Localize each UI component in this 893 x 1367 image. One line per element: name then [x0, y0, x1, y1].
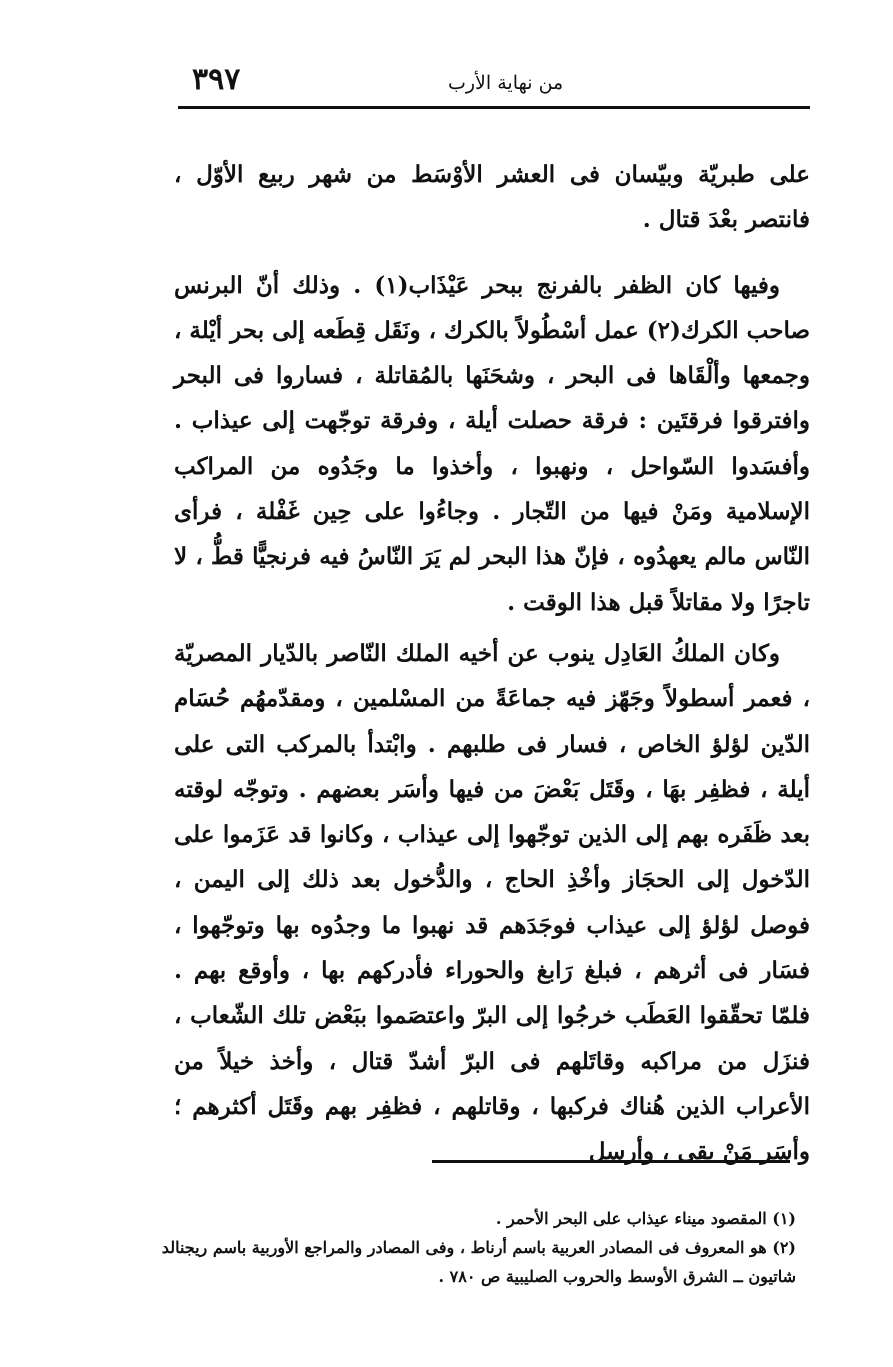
- footnote-2: (٢) هو المعروف فى المصادر العربية باسم أرناط ، وفى المصادر والمراجع الأوربية باسم ريجنالد شاتيون ــ الشرق الأوسط والحروب الصليبية ص ٧٨٠ .: [161, 1238, 796, 1286]
- page-number: ٣٩٧: [192, 62, 241, 97]
- paragraph-1: على طبريّة وبيّسان فى العشر الأوْسَط من شهر ربيع الأوّل ، فانتصر بعْدَ قتال .: [174, 161, 810, 234]
- footnote-1: (١) المقصود ميناء عيذاب على البحر الأحمر .: [495, 1209, 796, 1228]
- running-title: من نهاية الأرب: [448, 72, 564, 94]
- paragraph-3: وكان الملكُ العَادِل ينوب عن أخيه الملك النّاصر بالدّيار المصريّة ، فعمر أسطولاً وجَهّز فيه جماعَةً من المسْلمين ، ومقدّمهُم حُسَام الدّين لؤلؤ الخاص ، فسار فى طلبهم . وابْتدأ بالمركب التى على أيلة ، فظفِر بهَا ، وقَتَل بَعْضَ من فيها وأسَر بعضهم . وتوجّه لوقته بعد ظَفَره بهم إلى الذين توجّهوا إلى عيذاب ، وكانوا قد عَزَموا على الدّخول إلى الحجَاز وأخْذِ الحاج ، والدُّخول بعد ذلك إلى اليمن ، فوصل لؤلؤ إلى عيذاب فوجَدَهم قد نهبوا ما وجدُوه بها وتوجّهوا ، فسَار فى أثرهم ، فبلغ رَابغ والحوراء فأدركهم بها ، وأوقع بهم . فلمّا تحقّقوا العَطَب خرجُوا إلى البرّ واعتصَموا ببَعْض تلك الشّعاب ، فنزَل من مراكبه وقاتَلهم فى البرّ أشدّ قتال ، وأخذ خيلاً من الأعراب الذين هُناك فركبها ، وقاتلهم ، فظفِر بهم وقَتَل أكثرهم ؛ وأسَر مَنْ بقى ، وأرسل: [174, 639, 810, 1166]
- footnote-divider: [432, 1160, 790, 1163]
- paragraph-2: وفيها كان الظفر بالفرنج ببحر عَيْذَاب(١) . وذلك أنّ البرنس صاحب الكرك(٢) عمل أسْطُولاً بالكرك ، ونَقَل قِطَعه إلى بحر أيْلة ، وجمعها وألْقَاها فى البحر ، وشحَنَها بالمُقاتلة ، فساروا فى البحر وافترقوا فرقتَين : فرقة حصلت أيلة ، وفرقة توجّهت إلى عيذاب . وأفسَدوا السّواحل ، ونهبوا ، وأخذوا ما وجَدُوه من المراكب الإسلامية ومَنْ فيها من التّجار . وجاءُوا على حِين غَفْلة ، فرأى النّاس مالم يعهدُوه ، فإنّ هذا البحر لم يَرَ النّاسُ فيه فرنجيًّا قطُّ ، لا تاجرًا ولا مقاتلاً قبل هذا الوقت .: [174, 271, 810, 616]
- running-header: [178, 62, 810, 106]
- header-divider: [178, 106, 810, 109]
- footnotes: [160, 1204, 796, 1291]
- main-text: [174, 152, 810, 1175]
